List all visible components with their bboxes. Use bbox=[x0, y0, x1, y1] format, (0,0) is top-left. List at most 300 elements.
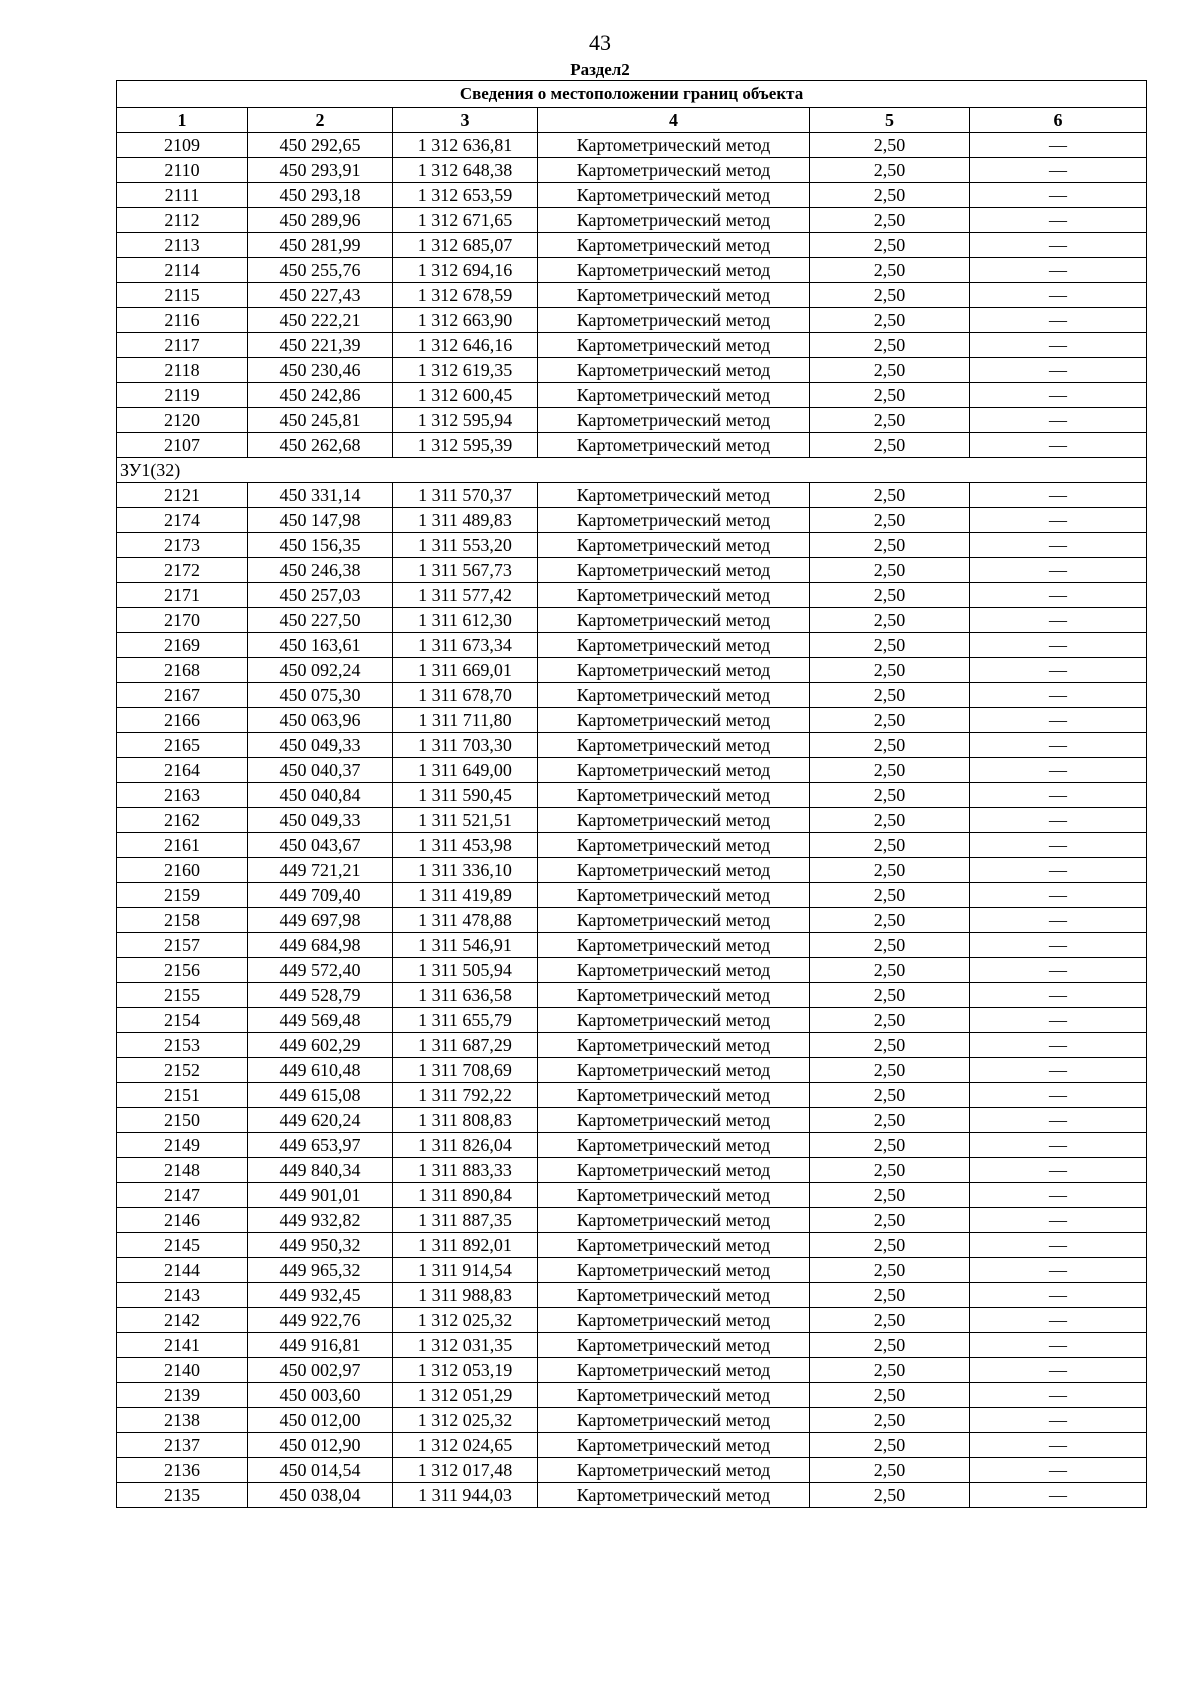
x-coordinate-cell: 450 043,67 bbox=[248, 833, 393, 858]
point-number-cell: 2147 bbox=[117, 1183, 248, 1208]
method-cell: Картометрический метод bbox=[538, 1333, 810, 1358]
description-cell: — bbox=[970, 583, 1147, 608]
point-number-cell: 2169 bbox=[117, 633, 248, 658]
method-cell: Картометрический метод bbox=[538, 1133, 810, 1158]
accuracy-cell: 2,50 bbox=[810, 408, 970, 433]
x-coordinate-cell: 449 965,32 bbox=[248, 1258, 393, 1283]
x-coordinate-cell: 450 014,54 bbox=[248, 1458, 393, 1483]
x-coordinate-cell: 450 293,91 bbox=[248, 158, 393, 183]
x-coordinate-cell: 450 075,30 bbox=[248, 683, 393, 708]
description-cell: — bbox=[970, 933, 1147, 958]
description-cell: — bbox=[970, 1333, 1147, 1358]
point-number-cell: 2145 bbox=[117, 1233, 248, 1258]
method-cell: Картометрический метод bbox=[538, 983, 810, 1008]
table-row bbox=[117, 558, 1147, 583]
table-row bbox=[117, 783, 1147, 808]
y-coordinate-cell: 1 311 489,83 bbox=[393, 508, 538, 533]
description-cell: — bbox=[970, 1033, 1147, 1058]
method-cell: Картометрический метод bbox=[538, 833, 810, 858]
y-coordinate-cell: 1 311 883,33 bbox=[393, 1158, 538, 1183]
x-coordinate-cell: 449 697,98 bbox=[248, 908, 393, 933]
x-coordinate-cell: 449 916,81 bbox=[248, 1333, 393, 1358]
description-cell: — bbox=[970, 208, 1147, 233]
x-coordinate-cell: 450 002,97 bbox=[248, 1358, 393, 1383]
method-cell: Картометрический метод bbox=[538, 1283, 810, 1308]
y-coordinate-cell: 1 311 655,79 bbox=[393, 1008, 538, 1033]
y-coordinate-cell: 1 311 711,80 bbox=[393, 708, 538, 733]
x-coordinate-cell: 450 040,37 bbox=[248, 758, 393, 783]
description-cell: — bbox=[970, 833, 1147, 858]
y-coordinate-cell: 1 311 419,89 bbox=[393, 883, 538, 908]
method-cell: Картометрический метод bbox=[538, 858, 810, 883]
table-row bbox=[117, 533, 1147, 558]
point-number-cell: 2142 bbox=[117, 1308, 248, 1333]
accuracy-cell: 2,50 bbox=[810, 1358, 970, 1383]
accuracy-cell: 2,50 bbox=[810, 1008, 970, 1033]
y-coordinate-cell: 1 311 708,69 bbox=[393, 1058, 538, 1083]
method-cell: Картометрический метод bbox=[538, 533, 810, 558]
accuracy-cell: 2,50 bbox=[810, 1383, 970, 1408]
description-cell: — bbox=[970, 1108, 1147, 1133]
table-row bbox=[117, 958, 1147, 983]
x-coordinate-cell: 450 163,61 bbox=[248, 633, 393, 658]
table-row bbox=[117, 1258, 1147, 1283]
point-number-cell: 2141 bbox=[117, 1333, 248, 1358]
table-row bbox=[117, 1383, 1147, 1408]
table-row bbox=[117, 1483, 1147, 1508]
table-row bbox=[117, 1008, 1147, 1033]
y-coordinate-cell: 1 312 663,90 bbox=[393, 308, 538, 333]
table-row bbox=[117, 1083, 1147, 1108]
point-number-cell: 2173 bbox=[117, 533, 248, 558]
point-number-cell: 2156 bbox=[117, 958, 248, 983]
column-header-3: 3 bbox=[393, 108, 538, 133]
y-coordinate-cell: 1 311 687,29 bbox=[393, 1033, 538, 1058]
accuracy-cell: 2,50 bbox=[810, 233, 970, 258]
x-coordinate-cell: 450 038,04 bbox=[248, 1483, 393, 1508]
point-number-cell: 2171 bbox=[117, 583, 248, 608]
description-cell: — bbox=[970, 1408, 1147, 1433]
description-cell: — bbox=[970, 308, 1147, 333]
accuracy-cell: 2,50 bbox=[810, 658, 970, 683]
x-coordinate-cell: 450 147,98 bbox=[248, 508, 393, 533]
accuracy-cell: 2,50 bbox=[810, 733, 970, 758]
description-cell: — bbox=[970, 633, 1147, 658]
y-coordinate-cell: 1 311 678,70 bbox=[393, 683, 538, 708]
table-row bbox=[117, 1233, 1147, 1258]
description-cell: — bbox=[970, 1483, 1147, 1508]
description-cell: — bbox=[970, 333, 1147, 358]
point-number-cell: 2154 bbox=[117, 1008, 248, 1033]
table-row bbox=[117, 883, 1147, 908]
method-cell: Картометрический метод bbox=[538, 908, 810, 933]
description-cell: — bbox=[970, 708, 1147, 733]
method-cell: Картометрический метод bbox=[538, 1358, 810, 1383]
point-number-cell: 2166 bbox=[117, 708, 248, 733]
accuracy-cell: 2,50 bbox=[810, 1183, 970, 1208]
point-number-cell: 2113 bbox=[117, 233, 248, 258]
x-coordinate-cell: 450 227,43 bbox=[248, 283, 393, 308]
description-cell: — bbox=[970, 1358, 1147, 1383]
accuracy-cell: 2,50 bbox=[810, 883, 970, 908]
point-number-cell: 2138 bbox=[117, 1408, 248, 1433]
method-cell: Картометрический метод bbox=[538, 933, 810, 958]
y-coordinate-cell: 1 312 053,19 bbox=[393, 1358, 538, 1383]
description-cell: — bbox=[970, 408, 1147, 433]
method-cell: Картометрический метод bbox=[538, 258, 810, 283]
accuracy-cell: 2,50 bbox=[810, 1283, 970, 1308]
method-cell: Картометрический метод bbox=[538, 1058, 810, 1083]
accuracy-cell: 2,50 bbox=[810, 583, 970, 608]
description-cell: — bbox=[970, 283, 1147, 308]
accuracy-cell: 2,50 bbox=[810, 1333, 970, 1358]
table-row bbox=[117, 1208, 1147, 1233]
accuracy-cell: 2,50 bbox=[810, 933, 970, 958]
description-cell: — bbox=[970, 533, 1147, 558]
description-cell: — bbox=[970, 783, 1147, 808]
table-row bbox=[117, 1433, 1147, 1458]
point-number-cell: 2136 bbox=[117, 1458, 248, 1483]
group-label: ЗУ1(32) bbox=[117, 458, 1147, 483]
table-row bbox=[117, 1133, 1147, 1158]
accuracy-cell: 2,50 bbox=[810, 908, 970, 933]
table-row bbox=[117, 683, 1147, 708]
y-coordinate-cell: 1 312 025,32 bbox=[393, 1308, 538, 1333]
x-coordinate-cell: 449 709,40 bbox=[248, 883, 393, 908]
accuracy-cell: 2,50 bbox=[810, 1408, 970, 1433]
method-cell: Картометрический метод bbox=[538, 308, 810, 333]
method-cell: Картометрический метод bbox=[538, 708, 810, 733]
column-header-row bbox=[117, 108, 1147, 133]
column-header-6: 6 bbox=[970, 108, 1147, 133]
accuracy-cell: 2,50 bbox=[810, 433, 970, 458]
point-number-cell: 2115 bbox=[117, 283, 248, 308]
description-cell: — bbox=[970, 133, 1147, 158]
table-title: Сведения о местоположении границ объекта bbox=[117, 81, 1147, 108]
y-coordinate-cell: 1 312 595,94 bbox=[393, 408, 538, 433]
table-row bbox=[117, 1058, 1147, 1083]
y-coordinate-cell: 1 311 336,10 bbox=[393, 858, 538, 883]
point-number-cell: 2114 bbox=[117, 258, 248, 283]
method-cell: Картометрический метод bbox=[538, 233, 810, 258]
x-coordinate-cell: 449 528,79 bbox=[248, 983, 393, 1008]
table-row bbox=[117, 133, 1147, 158]
x-coordinate-cell: 450 003,60 bbox=[248, 1383, 393, 1408]
description-cell: — bbox=[970, 383, 1147, 408]
accuracy-cell: 2,50 bbox=[810, 383, 970, 408]
description-cell: — bbox=[970, 658, 1147, 683]
method-cell: Картометрический метод bbox=[538, 883, 810, 908]
method-cell: Картометрический метод bbox=[538, 1308, 810, 1333]
x-coordinate-cell: 450 049,33 bbox=[248, 733, 393, 758]
description-cell: — bbox=[970, 983, 1147, 1008]
y-coordinate-cell: 1 311 478,88 bbox=[393, 908, 538, 933]
x-coordinate-cell: 450 040,84 bbox=[248, 783, 393, 808]
description-cell: — bbox=[970, 1058, 1147, 1083]
method-cell: Картометрический метод bbox=[538, 1408, 810, 1433]
y-coordinate-cell: 1 312 595,39 bbox=[393, 433, 538, 458]
method-cell: Картометрический метод bbox=[538, 508, 810, 533]
point-number-cell: 2137 bbox=[117, 1433, 248, 1458]
method-cell: Картометрический метод bbox=[538, 783, 810, 808]
x-coordinate-cell: 450 245,81 bbox=[248, 408, 393, 433]
accuracy-cell: 2,50 bbox=[810, 1458, 970, 1483]
x-coordinate-cell: 450 012,90 bbox=[248, 1433, 393, 1458]
point-number-cell: 2107 bbox=[117, 433, 248, 458]
description-cell: — bbox=[970, 233, 1147, 258]
description-cell: — bbox=[970, 558, 1147, 583]
point-number-cell: 2119 bbox=[117, 383, 248, 408]
description-cell: — bbox=[970, 1183, 1147, 1208]
description-cell: — bbox=[970, 1283, 1147, 1308]
method-cell: Картометрический метод bbox=[538, 1008, 810, 1033]
x-coordinate-cell: 449 840,34 bbox=[248, 1158, 393, 1183]
accuracy-cell: 2,50 bbox=[810, 1033, 970, 1058]
y-coordinate-cell: 1 311 590,45 bbox=[393, 783, 538, 808]
accuracy-cell: 2,50 bbox=[810, 558, 970, 583]
y-coordinate-cell: 1 312 025,32 bbox=[393, 1408, 538, 1433]
description-cell: — bbox=[970, 1008, 1147, 1033]
x-coordinate-cell: 449 653,97 bbox=[248, 1133, 393, 1158]
table-row bbox=[117, 658, 1147, 683]
method-cell: Картометрический метод bbox=[538, 1158, 810, 1183]
point-number-cell: 2109 bbox=[117, 133, 248, 158]
table-row bbox=[117, 1158, 1147, 1183]
table-row bbox=[117, 1458, 1147, 1483]
method-cell: Картометрический метод bbox=[538, 1208, 810, 1233]
method-cell: Картометрический метод bbox=[538, 1258, 810, 1283]
table-title-row bbox=[117, 81, 1147, 108]
x-coordinate-cell: 449 922,76 bbox=[248, 1308, 393, 1333]
point-number-cell: 2111 bbox=[117, 183, 248, 208]
accuracy-cell: 2,50 bbox=[810, 208, 970, 233]
method-cell: Картометрический метод bbox=[538, 1433, 810, 1458]
method-cell: Картометрический метод bbox=[538, 1083, 810, 1108]
point-number-cell: 2159 bbox=[117, 883, 248, 908]
accuracy-cell: 2,50 bbox=[810, 258, 970, 283]
table-row bbox=[117, 158, 1147, 183]
description-cell: — bbox=[970, 733, 1147, 758]
x-coordinate-cell: 450 255,76 bbox=[248, 258, 393, 283]
method-cell: Картометрический метод bbox=[538, 608, 810, 633]
table-row bbox=[117, 758, 1147, 783]
point-number-cell: 2153 bbox=[117, 1033, 248, 1058]
method-cell: Картометрический метод bbox=[538, 183, 810, 208]
x-coordinate-cell: 449 615,08 bbox=[248, 1083, 393, 1108]
column-header-2: 2 bbox=[248, 108, 393, 133]
table-row bbox=[117, 333, 1147, 358]
accuracy-cell: 2,50 bbox=[810, 1108, 970, 1133]
y-coordinate-cell: 1 311 567,73 bbox=[393, 558, 538, 583]
section-title: Раздел2 bbox=[570, 60, 630, 79]
description-cell: — bbox=[970, 358, 1147, 383]
point-number-cell: 2118 bbox=[117, 358, 248, 383]
description-cell: — bbox=[970, 1158, 1147, 1183]
accuracy-cell: 2,50 bbox=[810, 633, 970, 658]
table-row bbox=[117, 433, 1147, 458]
description-cell: — bbox=[970, 908, 1147, 933]
method-cell: Картометрический метод bbox=[538, 158, 810, 183]
description-cell: — bbox=[970, 508, 1147, 533]
point-number-cell: 2140 bbox=[117, 1358, 248, 1383]
y-coordinate-cell: 1 312 685,07 bbox=[393, 233, 538, 258]
accuracy-cell: 2,50 bbox=[810, 608, 970, 633]
y-coordinate-cell: 1 311 521,51 bbox=[393, 808, 538, 833]
point-number-cell: 2110 bbox=[117, 158, 248, 183]
y-coordinate-cell: 1 311 546,91 bbox=[393, 933, 538, 958]
table-row bbox=[117, 708, 1147, 733]
accuracy-cell: 2,50 bbox=[810, 133, 970, 158]
table-row bbox=[117, 833, 1147, 858]
accuracy-cell: 2,50 bbox=[810, 1258, 970, 1283]
x-coordinate-cell: 449 932,82 bbox=[248, 1208, 393, 1233]
y-coordinate-cell: 1 311 612,30 bbox=[393, 608, 538, 633]
method-cell: Картометрический метод bbox=[538, 808, 810, 833]
table-row bbox=[117, 808, 1147, 833]
y-coordinate-cell: 1 311 703,30 bbox=[393, 733, 538, 758]
accuracy-cell: 2,50 bbox=[810, 783, 970, 808]
point-number-cell: 2116 bbox=[117, 308, 248, 333]
point-number-cell: 2152 bbox=[117, 1058, 248, 1083]
x-coordinate-cell: 449 950,32 bbox=[248, 1233, 393, 1258]
x-coordinate-cell: 450 092,24 bbox=[248, 658, 393, 683]
point-number-cell: 2174 bbox=[117, 508, 248, 533]
point-number-cell: 2167 bbox=[117, 683, 248, 708]
method-cell: Картометрический метод bbox=[538, 1233, 810, 1258]
y-coordinate-cell: 1 311 636,58 bbox=[393, 983, 538, 1008]
y-coordinate-cell: 1 311 944,03 bbox=[393, 1483, 538, 1508]
point-number-cell: 2149 bbox=[117, 1133, 248, 1158]
description-cell: — bbox=[970, 1258, 1147, 1283]
method-cell: Картометрический метод bbox=[538, 683, 810, 708]
accuracy-cell: 2,50 bbox=[810, 1133, 970, 1158]
accuracy-cell: 2,50 bbox=[810, 808, 970, 833]
x-coordinate-cell: 450 262,68 bbox=[248, 433, 393, 458]
description-cell: — bbox=[970, 1133, 1147, 1158]
method-cell: Картометрический метод bbox=[538, 483, 810, 508]
table-body bbox=[117, 81, 1147, 1508]
description-cell: — bbox=[970, 158, 1147, 183]
accuracy-cell: 2,50 bbox=[810, 958, 970, 983]
method-cell: Картометрический метод bbox=[538, 383, 810, 408]
accuracy-cell: 2,50 bbox=[810, 758, 970, 783]
method-cell: Картометрический метод bbox=[538, 1108, 810, 1133]
method-cell: Картометрический метод bbox=[538, 133, 810, 158]
table-row bbox=[117, 608, 1147, 633]
x-coordinate-cell: 449 721,21 bbox=[248, 858, 393, 883]
accuracy-cell: 2,50 bbox=[810, 533, 970, 558]
description-cell: — bbox=[970, 433, 1147, 458]
accuracy-cell: 2,50 bbox=[810, 183, 970, 208]
accuracy-cell: 2,50 bbox=[810, 508, 970, 533]
point-number-cell: 2170 bbox=[117, 608, 248, 633]
table-row bbox=[117, 933, 1147, 958]
point-number-cell: 2161 bbox=[117, 833, 248, 858]
y-coordinate-cell: 1 312 646,16 bbox=[393, 333, 538, 358]
method-cell: Картометрический метод bbox=[538, 283, 810, 308]
x-coordinate-cell: 449 684,98 bbox=[248, 933, 393, 958]
y-coordinate-cell: 1 311 808,83 bbox=[393, 1108, 538, 1133]
accuracy-cell: 2,50 bbox=[810, 1233, 970, 1258]
x-coordinate-cell: 449 932,45 bbox=[248, 1283, 393, 1308]
table-row bbox=[117, 583, 1147, 608]
y-coordinate-cell: 1 312 694,16 bbox=[393, 258, 538, 283]
x-coordinate-cell: 449 620,24 bbox=[248, 1108, 393, 1133]
group-row bbox=[117, 458, 1147, 483]
table-row bbox=[117, 908, 1147, 933]
y-coordinate-cell: 1 311 570,37 bbox=[393, 483, 538, 508]
y-coordinate-cell: 1 311 988,83 bbox=[393, 1283, 538, 1308]
boundary-coordinates-table bbox=[116, 80, 1147, 1508]
table-row bbox=[117, 508, 1147, 533]
method-cell: Картометрический метод bbox=[538, 558, 810, 583]
description-cell: — bbox=[970, 1433, 1147, 1458]
y-coordinate-cell: 1 311 887,35 bbox=[393, 1208, 538, 1233]
description-cell: — bbox=[970, 1383, 1147, 1408]
accuracy-cell: 2,50 bbox=[810, 683, 970, 708]
point-number-cell: 2120 bbox=[117, 408, 248, 433]
table-row bbox=[117, 208, 1147, 233]
x-coordinate-cell: 449 610,48 bbox=[248, 1058, 393, 1083]
x-coordinate-cell: 450 227,50 bbox=[248, 608, 393, 633]
table-row bbox=[117, 308, 1147, 333]
method-cell: Картометрический метод bbox=[538, 958, 810, 983]
point-number-cell: 2165 bbox=[117, 733, 248, 758]
column-header-4: 4 bbox=[538, 108, 810, 133]
accuracy-cell: 2,50 bbox=[810, 1083, 970, 1108]
x-coordinate-cell: 450 242,86 bbox=[248, 383, 393, 408]
method-cell: Картометрический метод bbox=[538, 658, 810, 683]
description-cell: — bbox=[970, 258, 1147, 283]
table-row bbox=[117, 1183, 1147, 1208]
description-cell: — bbox=[970, 483, 1147, 508]
point-number-cell: 2144 bbox=[117, 1258, 248, 1283]
accuracy-cell: 2,50 bbox=[810, 833, 970, 858]
x-coordinate-cell: 450 230,46 bbox=[248, 358, 393, 383]
x-coordinate-cell: 450 063,96 bbox=[248, 708, 393, 733]
y-coordinate-cell: 1 312 031,35 bbox=[393, 1333, 538, 1358]
table-row bbox=[117, 1358, 1147, 1383]
point-number-cell: 2163 bbox=[117, 783, 248, 808]
point-number-cell: 2151 bbox=[117, 1083, 248, 1108]
method-cell: Картометрический метод bbox=[538, 583, 810, 608]
method-cell: Картометрический метод bbox=[538, 208, 810, 233]
description-cell: — bbox=[970, 1208, 1147, 1233]
table-row bbox=[117, 1033, 1147, 1058]
x-coordinate-cell: 450 222,21 bbox=[248, 308, 393, 333]
y-coordinate-cell: 1 311 826,04 bbox=[393, 1133, 538, 1158]
y-coordinate-cell: 1 312 653,59 bbox=[393, 183, 538, 208]
y-coordinate-cell: 1 312 678,59 bbox=[393, 283, 538, 308]
table-row bbox=[117, 183, 1147, 208]
table-row bbox=[117, 233, 1147, 258]
description-cell: — bbox=[970, 183, 1147, 208]
method-cell: Картометрический метод bbox=[538, 733, 810, 758]
method-cell: Картометрический метод bbox=[538, 1458, 810, 1483]
point-number-cell: 2146 bbox=[117, 1208, 248, 1233]
x-coordinate-cell: 449 901,01 bbox=[248, 1183, 393, 1208]
column-header-1: 1 bbox=[117, 108, 248, 133]
x-coordinate-cell: 450 257,03 bbox=[248, 583, 393, 608]
table-row bbox=[117, 633, 1147, 658]
table-row bbox=[117, 408, 1147, 433]
x-coordinate-cell: 450 049,33 bbox=[248, 808, 393, 833]
description-cell: — bbox=[970, 1083, 1147, 1108]
point-number-cell: 2164 bbox=[117, 758, 248, 783]
y-coordinate-cell: 1 312 024,65 bbox=[393, 1433, 538, 1458]
accuracy-cell: 2,50 bbox=[810, 1058, 970, 1083]
point-number-cell: 2143 bbox=[117, 1283, 248, 1308]
